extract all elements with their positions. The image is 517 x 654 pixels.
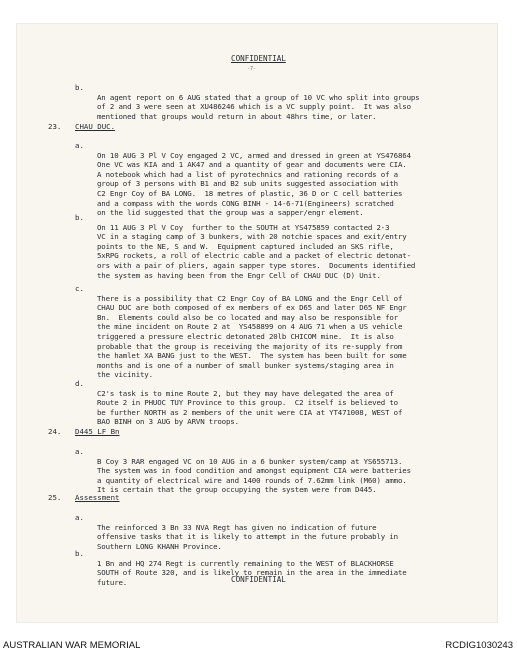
text-line: the vicinity. xyxy=(97,370,153,380)
text-line: mentioned that groups would return in about 48hrs time, or later. xyxy=(97,111,377,121)
para-23d-text xyxy=(97,379,402,427)
para-25b-label: b. xyxy=(75,549,84,558)
text-line: It is certain that the group occupying the system were from D445. xyxy=(97,485,377,495)
text-line: on the lid suggested that the group was a sapper/engr element. xyxy=(97,208,364,218)
footer-record-id: RCDIG1030243 xyxy=(445,640,513,651)
text-line: SOUTH of Route 320, and is likely to remain in the area in the immediate xyxy=(97,568,407,578)
para-24-number: 24. xyxy=(48,427,62,436)
text-line: the hamlet XA BANG just to the WEST. The system has been built for some xyxy=(97,351,407,361)
text-line: On 11 AUG 3 Pl V Coy further to the SOUTH at YS475859 contacted 2-3 xyxy=(97,222,390,232)
text-line: B Coy 3 RAR engaged VC on 10 AUG in a 6 bunker system/camp at YS655713. xyxy=(97,456,403,466)
para-24-title: D445 LF Bn xyxy=(75,427,120,436)
text-line: Bn. Elements could also be co located and may also be responsible for xyxy=(97,312,398,322)
text-line: The system was in food condition and amongst equipment CIA were batteries xyxy=(97,466,411,476)
para-23b-label: b. xyxy=(75,213,84,222)
para-23d-label: d. xyxy=(75,379,84,388)
text-line: months and is one of a number of small bunker systems/staging area in xyxy=(97,360,394,370)
text-line: future. xyxy=(97,577,128,587)
text-line: The reinforced 3 Bn 33 NVA Regt has given no indication of future xyxy=(97,522,377,532)
text-line: probable that the group is receiving the majority of its re-supply from xyxy=(97,341,403,351)
para-25a-label: a. xyxy=(75,513,84,522)
para-23b-text xyxy=(97,213,415,280)
text-line: 1 Bn and HQ 274 Regt is currently remaining to the WEST of BLACKHORSE xyxy=(97,558,394,568)
text-line: a quantity of electrical wire and 1400 rounds of 7.62mm link (M60) ammo. xyxy=(97,475,407,485)
text-line: C2's task is to mine Route 2, but they may have delegated the area of xyxy=(97,388,394,398)
text-line: offensive tasks that it is likely to attempt in the future probably in xyxy=(97,532,398,542)
text-line: A notebook which had a list of pyrotechnics and rationing records of a xyxy=(97,169,398,179)
text-line: the system as having been from the Engr Cell of CHAU DUC (D) Unit. xyxy=(97,270,381,280)
text-line: and a compass with the words CONG BINH - 14-6-71(Engineers) scratched xyxy=(97,198,394,208)
footer-institution: AUSTRALIAN WAR MEMORIAL xyxy=(3,640,141,651)
para-23a-text xyxy=(97,141,411,218)
text-line: of 2 and 3 were seen at XU486246 which is a VC supply point. It was also xyxy=(97,102,411,112)
header-classification: CONFIDENTIAL xyxy=(231,54,286,63)
para-23c-label: c. xyxy=(75,284,84,293)
text-line: There is a possibility that C2 Engr Coy of BA LONG and the Engr Cell of xyxy=(97,293,403,303)
text-line: VC in a staging camp of 3 bunkers, with 20 notchie spaces and exit/entry xyxy=(97,232,407,242)
text-line: be further NORTH as 2 members of the unit were CIA at YT471008, WEST of xyxy=(97,407,403,417)
text-line: Southern LONG KHANH Province. xyxy=(97,541,222,551)
para-23-title: CHAU DUC. xyxy=(75,122,116,131)
para-23-number: 23. xyxy=(48,122,62,131)
text-line: Route 2 in PHUOC TUY Province to this group. C2 itself is believed to xyxy=(97,398,398,408)
text-line: ors with a pair of pliers, again sapper type stores. Documents identified xyxy=(97,260,416,270)
text-line: group of 3 persons with B1 and B2 sub units suggested association with xyxy=(97,179,398,189)
para-b-label: b. xyxy=(75,83,84,92)
para-25-title: Assessment xyxy=(75,493,120,502)
para-23a-label: a. xyxy=(75,141,84,150)
para-25a-text xyxy=(97,513,398,551)
text-line: points to the NE, S and W. Equipment captured included an SKS rifle, xyxy=(97,241,394,251)
text-line: C2 Engr Coy of BA LONG. 18 metres of plastic, 36 D or C cell batteries xyxy=(97,188,403,198)
text-line: the mine incident on Route 2 at YS458899 on 4 AUG 71 when a US vehicle xyxy=(97,322,403,332)
page-marker: -7- xyxy=(247,66,257,72)
para-24a-text xyxy=(97,447,411,495)
para-24a-label: a. xyxy=(75,447,84,456)
text-line: One VC was KIA and 1 AK47 and a quantity of gear and documents were CIA. xyxy=(97,160,407,170)
text-line: CHAU DUC are both composed of ex members of ex D65 and later D65 NF Engr xyxy=(97,303,407,313)
para-25-number: 25. xyxy=(48,493,62,502)
text-line: BAO BINH on 3 AUG by ARVN troops. xyxy=(97,417,239,427)
text-line: 5xRPG rockets, a roll of electric cable and a packet of electric detonat- xyxy=(97,251,411,261)
para-23c-text xyxy=(97,284,407,380)
footer-classification: CONFIDENTIAL xyxy=(231,575,286,584)
text-line: triggered a pressure electric detonated 20lb CHICOM mine. It is also xyxy=(97,331,394,341)
text-line: On 10 AUG 3 Pl V Coy engaged 2 VC, armed and dressed in green at YS476864 xyxy=(97,150,411,160)
text-line: An agent report on 6 AUG stated that a group of 10 VC who split into groups xyxy=(97,92,420,102)
para-b-text xyxy=(97,83,419,121)
